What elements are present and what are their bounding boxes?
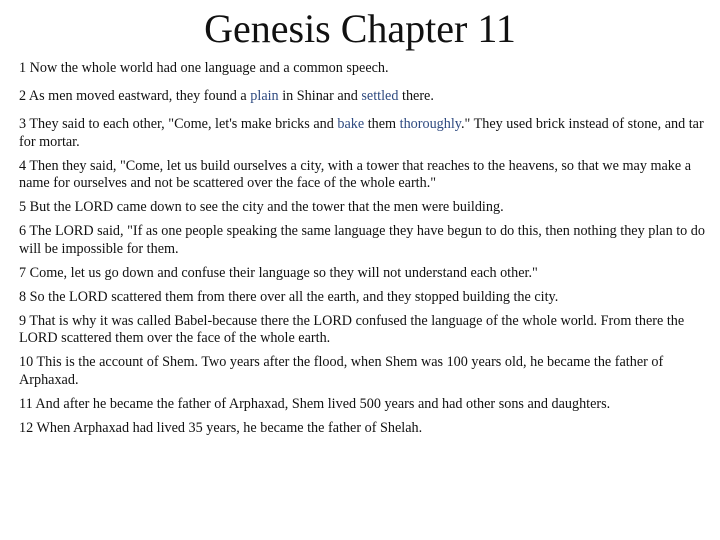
verse-text: 3 They said to each other, "Come, let's make bricks and — [19, 116, 338, 132]
verse-11 — [19, 396, 711, 414]
verse-text: 11 And after he became the father of Arphaxad, Shem lived 500 years and had other sons and daughters. — [19, 395, 611, 412]
verse-3 — [19, 116, 711, 151]
verse-4 — [19, 158, 711, 193]
verse-text: 4 Then they said, "Come, let us build ourselves a city, with a tower that reaches to the heavens, so that we may make a name for ourselves and not be scattered over the face of the whole earth." — [19, 157, 692, 191]
verse-text: 2 As men moved eastward, they found a — [19, 88, 251, 104]
highlighted-word: bake — [337, 116, 365, 132]
verse-list — [19, 60, 711, 437]
verse-text: 5 But the LORD came down to see the city and the tower that the men were building. — [19, 199, 504, 215]
verse-text: there. — [398, 88, 434, 104]
verse-text: 12 When Arphaxad had lived 35 years, he became the father of Shelah. — [19, 419, 423, 436]
verse-text: in Shinar and — [278, 88, 362, 104]
highlighted-word: plain — [250, 88, 279, 104]
verse-text: 1 Now the whole world had one language and a common speech. — [19, 60, 389, 76]
verse-6 — [19, 223, 711, 258]
verse-12 — [19, 420, 711, 438]
verse-5 — [19, 199, 711, 217]
verse-text: 10 This is the account of Shem. Two years after the flood, when Shem was 100 years old, he became the father of Arphaxad. — [19, 354, 664, 388]
verse-text: ." They used brick instead of stone, and tar for mortar. — [19, 116, 704, 150]
verse-text: them — [364, 116, 400, 132]
verse-9 — [19, 313, 711, 348]
verse-text: 9 That is why it was called Babel-because there the LORD confused the language of the whole world. From there the LORD scattered them over the face of the whole earth. — [19, 312, 685, 346]
verse-8 — [19, 289, 711, 307]
verse-text: 8 So the LORD scattered them from there over all the earth, and they stopped building the city. — [19, 288, 559, 305]
highlighted-word: settled — [361, 88, 399, 104]
verse-10 — [19, 354, 711, 389]
highlighted-word: thoroughly — [399, 116, 461, 132]
verse-2 — [19, 88, 711, 106]
slide-title: Genesis Chapter 11 — [204, 6, 516, 51]
verse-text: 6 The LORD said, "If as one people speaking the same language they have begun to do this, then nothing they plan to do will be impossible for them. — [19, 223, 705, 257]
verse-text: 7 Come, let us go down and confuse their language so they will not understand each other." — [19, 264, 538, 281]
verse-7 — [19, 265, 711, 283]
verse-1 — [19, 60, 711, 78]
